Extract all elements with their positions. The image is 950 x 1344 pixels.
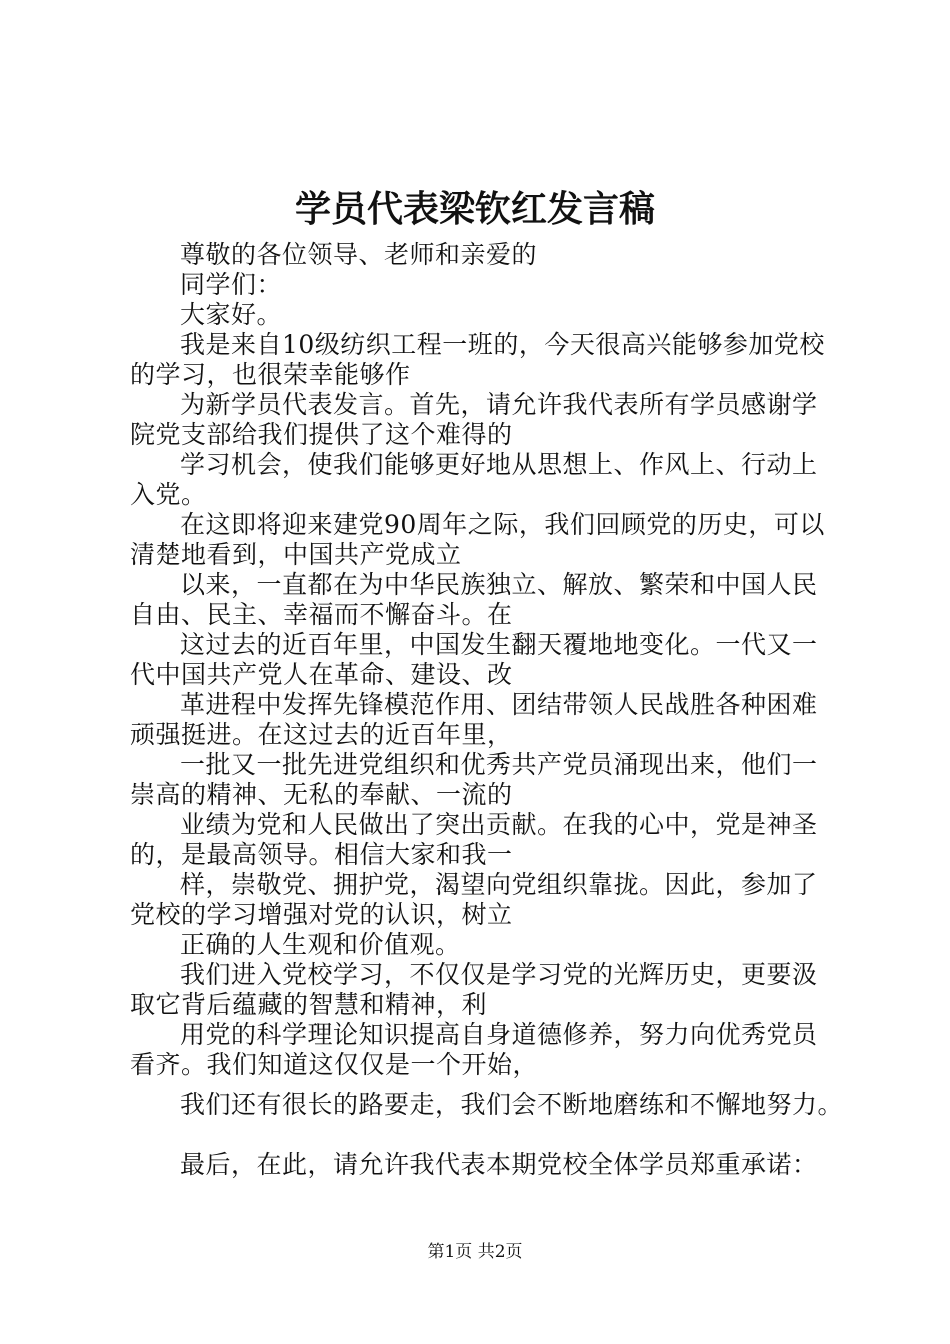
body-line: 院党支部给我们提供了这个难得的 — [130, 420, 513, 449]
body-line: 这过去的近百年里，中国发生翻天覆地地变化。一代又一 — [180, 630, 818, 659]
body-line: 一批又一批先进党组织和优秀共产党员涌现出来，他们一 — [180, 750, 818, 779]
body-line: 革进程中发挥先锋模范作用、团结带领人民战胜各种困难 — [180, 690, 818, 719]
body-line: 大家好。 — [180, 300, 283, 329]
body-line: 我们进入党校学习，不仅仅是学习党的光辉历史，更要汲 — [180, 960, 818, 989]
body-line: 入党。 — [130, 480, 207, 509]
body-line: 用党的科学理论知识提高自身道德修养，努力向优秀党员 — [180, 1020, 818, 1049]
body-line: 自由、民主、幸福而不懈奋斗。在 — [130, 600, 513, 629]
body-line: 的，是最高领导。相信大家和我一 — [130, 840, 513, 869]
body-line: 看齐。我们知道这仅仅是一个开始， — [130, 1050, 539, 1079]
document-title: 学员代表梁钦红发言稿 — [294, 189, 655, 230]
page-footer: 第1页 共2页 — [427, 1242, 523, 1262]
body-line: 在这即将迎来建党90周年之际，我们回顾党的历史，可以 — [180, 510, 825, 539]
body-line: 样，崇敬党、拥护党，渴望向党组织靠拢。因此，参加了 — [180, 870, 818, 899]
body-line: 业绩为党和人民做出了突出贡献。在我的心中，党是神圣 — [180, 810, 818, 839]
body-line: 党校的学习增强对党的认识，树立 — [130, 900, 513, 929]
body-line: 同学们： — [180, 270, 283, 299]
body-line: 正确的人生观和价值观。 — [180, 930, 461, 959]
body-line: 学习机会，使我们能够更好地从思想上、作风上、行动上 — [180, 450, 818, 479]
body-line: 最后，在此，请允许我代表本期党校全体学员郑重承诺： — [180, 1150, 818, 1179]
body-line: 的学习，也很荣幸能够作 — [130, 360, 411, 389]
body-line: 我们还有很长的路要走，我们会不断地磨练和不懈地努力。 — [180, 1090, 844, 1119]
body-line: 尊敬的各位领导、老师和亲爱的 — [180, 240, 538, 269]
body-line: 清楚地看到，中国共产党成立 — [130, 540, 462, 569]
body-line: 我是来自10级纺织工程一班的，今天很高兴能够参加党校 — [180, 330, 825, 359]
body-line: 取它背后蕴藏的智慧和精神，利 — [130, 990, 488, 1019]
body-line: 崇高的精神、无私的奉献、一流的 — [130, 780, 513, 809]
body-line: 以来，一直都在为中华民族独立、解放、繁荣和中国人民 — [180, 570, 818, 599]
body-line: 为新学员代表发言。首先，请允许我代表所有学员感谢学 — [180, 390, 818, 419]
body-line: 代中国共产党人在革命、建设、改 — [130, 660, 513, 689]
body-line: 顽强挺进。在这过去的近百年里， — [130, 720, 513, 749]
